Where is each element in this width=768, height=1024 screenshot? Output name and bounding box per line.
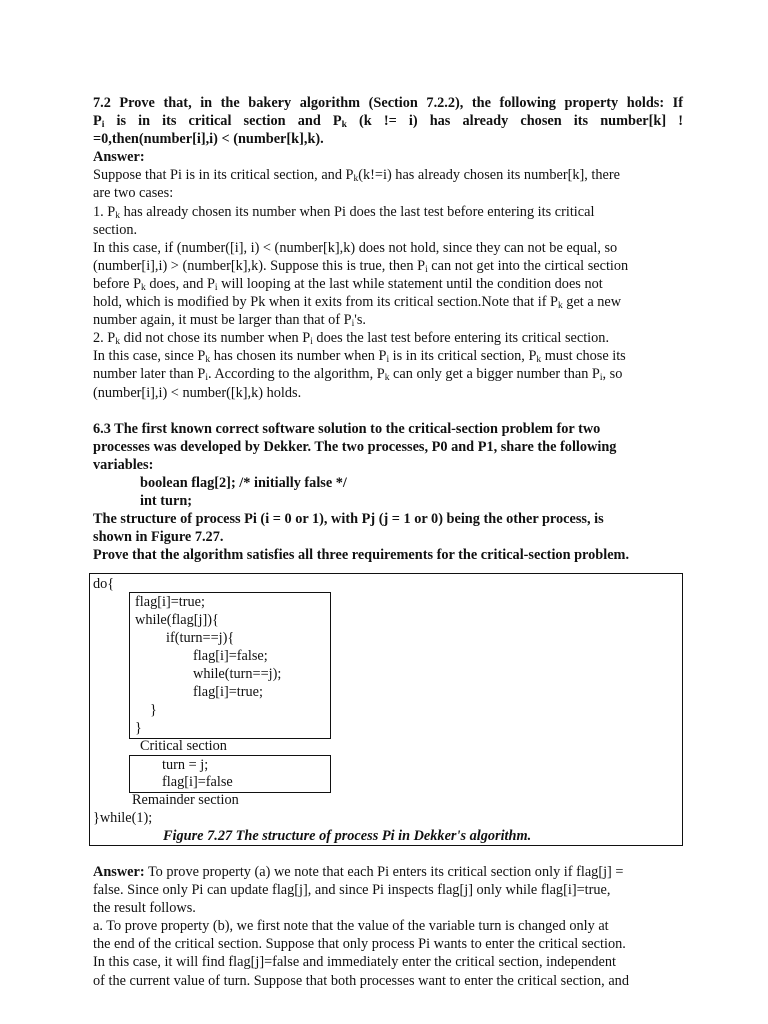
answer-6-3	[93, 863, 683, 990]
sub: k	[141, 282, 146, 293]
sub: i	[425, 264, 428, 275]
answer-line2: false. Since only Pi can update flag[j], and since Pi inspects flag[j] only while flag[i]=true,	[93, 882, 611, 899]
spacer	[93, 402, 683, 420]
text: In this case, since P	[93, 348, 206, 365]
code-line: }	[150, 702, 157, 718]
q72-case1-5	[93, 275, 683, 293]
code-line: Remainder section	[132, 792, 239, 808]
q63-line3: variables:	[93, 456, 154, 473]
q63-var1: boolean flag[2]; /* initially false */	[140, 474, 347, 491]
q72-case1-3: In this case, if (number([i], i) < (number[k],k) does not hold, since they can not be equal, so	[93, 239, 618, 256]
text: . According to the algorithm, P	[208, 366, 385, 383]
q72-case2-2	[93, 347, 683, 365]
q72-answer-label: Answer:	[93, 149, 145, 166]
q72-text: is in its critical section and P	[104, 113, 342, 130]
q72-line1: 7.2 Prove that, in the bakery algorithm (Section 7.2.2), the following property holds: If	[93, 95, 683, 111]
q72-case1-6	[93, 293, 683, 311]
q72-case1-7	[93, 311, 683, 329]
text: (number[i],i) > (number[k],k). Suppose this is true, then P	[93, 257, 426, 274]
text: must chose its	[541, 348, 626, 365]
code-line: turn = j;	[162, 757, 209, 773]
sub: i	[310, 337, 313, 348]
text: has chosen its number when P	[210, 348, 387, 365]
text: is in its critical section, P	[389, 348, 537, 365]
q72-case1	[93, 203, 683, 221]
sub: k	[536, 355, 542, 366]
text: 's.	[354, 312, 366, 329]
sub: i	[205, 373, 208, 384]
q63-line6: Prove that the algorithm satisfies all three requirements for the critical-section problem.	[93, 547, 630, 564]
sub: k	[115, 210, 120, 221]
q72-case1-4	[93, 257, 683, 275]
text: , so	[602, 366, 623, 383]
sub: i	[351, 319, 355, 330]
q72-a2: are two cases:	[93, 185, 174, 202]
answer-line4: a. To prove property (b), we first note that the value of the variable turn is changed only at	[93, 918, 609, 935]
text: 1. P	[93, 203, 116, 220]
text: number later than P	[93, 366, 206, 383]
q72-text: (k != i) has already chosen its number[k] !	[346, 113, 683, 130]
sub: k	[205, 355, 211, 366]
q63-line2: processes was developed by Dekker. The two processes, P0 and P1, share the following	[93, 438, 617, 455]
sub: i	[599, 373, 603, 384]
q63-line4: The structure of process Pi (i = 0 or 1), with Pj (j = 1 or 0) being the other process, is	[93, 511, 604, 528]
text: 2. P	[93, 330, 116, 347]
q72-line2	[93, 112, 683, 130]
text: number again, it must be larger than that of P	[93, 312, 352, 329]
sub: k	[384, 373, 390, 384]
text: can only get a bigger number than P	[389, 366, 600, 383]
text: before P	[93, 275, 142, 292]
text: does the last test before entering its critical section.	[312, 330, 610, 347]
text: get a new	[562, 294, 622, 311]
answer-line1	[93, 863, 683, 881]
text: did not chose its number when P	[120, 330, 311, 347]
text: Suppose that Pi is in its critical section, and P	[93, 167, 354, 184]
sub: k	[557, 301, 563, 312]
q63-line5: shown in Figure 7.27.	[93, 529, 224, 546]
code-line: while(turn==j);	[193, 666, 282, 682]
answer-line6: In this case, it will find flag[j]=false and immediately enter the critical section, independent	[93, 954, 616, 971]
code-line: flag[i]=false	[162, 774, 233, 790]
question-7-2	[93, 94, 683, 564]
code-line: flag[i]=false;	[193, 648, 268, 664]
q72-case2	[93, 329, 683, 347]
text: can not get into the cirtical section	[427, 257, 629, 274]
text: To prove property (a) we note that each Pi enters its critical section only if flag[j] =	[144, 864, 624, 880]
text: does, and P	[145, 275, 215, 292]
text: hold, which is modified by Pk when it exits from its critical section.Note that if P	[93, 294, 558, 311]
sub: k	[115, 337, 120, 348]
code-line: flag[i]=true;	[193, 684, 263, 700]
text: has already chosen its number when Pi does the last test before entering its critical	[120, 203, 595, 220]
answer-line7: of the current value of turn. Suppose that both processes want to enter the critical section, and	[93, 972, 629, 989]
answer-label: Answer:	[93, 864, 145, 880]
q72-line3: =0,then(number[i],i) < (number[k],k).	[93, 131, 324, 148]
q72-sub: k	[341, 120, 347, 131]
code-line: flag[i]=true;	[135, 594, 205, 610]
sub: k	[353, 174, 359, 185]
answer-line5: the end of the critical section. Suppose that only process Pi wants to enter the critical section.	[93, 936, 626, 953]
q72-a1	[93, 166, 683, 184]
text: will looping at the last while statement until the condition does not	[217, 275, 603, 292]
q63-var2: int turn;	[140, 492, 193, 509]
code-line: }while(1);	[93, 810, 153, 826]
code-line: do{	[93, 576, 115, 592]
code-line: Critical section	[140, 738, 227, 754]
q63-line1: 6.3 The first known correct software solution to the critical-section problem for two	[93, 420, 601, 437]
q72-case2-4: (number[i],i) < number([k],k) holds.	[93, 384, 302, 401]
figure-caption: Figure 7.27 The structure of process Pi in Dekker's algorithm.	[163, 828, 532, 844]
q72-case2-3	[93, 365, 683, 383]
sub: i	[386, 355, 390, 366]
sub: i	[214, 282, 218, 293]
code-line: }	[135, 720, 142, 736]
q72-sub: i	[101, 120, 105, 131]
q72-case1-2: section.	[93, 221, 138, 238]
answer-line3: the result follows.	[93, 900, 196, 917]
code-line: if(turn==j){	[166, 630, 235, 646]
text: (k!=i) has already chosen its number[k], there	[358, 167, 620, 184]
q72-text: P	[93, 113, 102, 130]
code-line: while(flag[j]){	[135, 612, 219, 628]
figure-7-27	[89, 573, 683, 846]
